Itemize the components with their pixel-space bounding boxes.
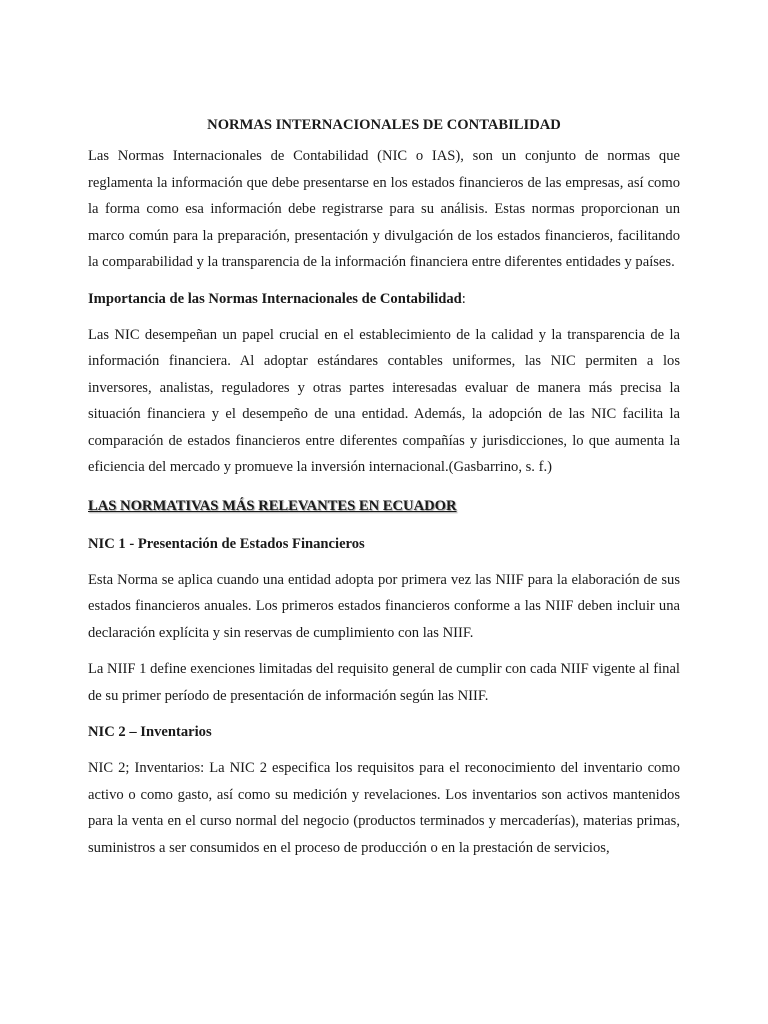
nic1-paragraph-2: La NIIF 1 define exenciones limitadas del requisito general de cumplir con cada NIIF vigente al final de su primer período de presentación de información según las NIIF.: [88, 661, 680, 704]
nic1-paragraph-1: Esta Norma se aplica cuando una entidad adopta por primera vez las NIIF para la elaboración de sus estados financieros anuales. Los primeros estados financieros conforme a las NIIF deben incluir una declaración explícita y sin reservas de cumplimiento con las NIIF.: [88, 571, 680, 641]
nic2-paragraph-1: NIC 2; Inventarios: La NIC 2 especifica los requisitos para el reconocimiento del inventario como activo o como gasto, así como su medición y revelaciones. Los inventarios son activos mantenidos para la venta en el curso normal del negocio (productos terminados y mercaderías), materias primas, suministros a ser consumidos en el proceso de producción o en la prestación de servicios,: [88, 760, 680, 856]
nic1-heading: NIC 1 - Presentación de Estados Financieros: [88, 535, 365, 552]
importance-paragraph: Las NIC desempeñan un papel crucial en el establecimiento de la calidad y la transparencia de la información financiera. Al adoptar estándares contables uniformes, las NIC permiten a los inversores, analistas, reguladores y otras partes interesadas evaluar de manera más precisa la situación financiera y el desempeño de una entidad. Además, la adopción de las NIC facilita la comparación de estados financieros entre diferentes compañías y jurisdicciones, lo que aumenta la eficiencia del mercado y promueve la inversión internacional.(Gasbarrino, s. f.): [88, 326, 680, 475]
document-page: [88, 112, 680, 861]
document-title: NORMAS INTERNACIONALES DE CONTABILIDAD: [207, 117, 561, 133]
section-heading: LAS NORMATIVAS MÁS RELEVANTES EN ECUADOR: [88, 497, 457, 514]
importance-heading-colon: :: [461, 290, 466, 307]
importance-heading: [88, 286, 680, 312]
nic2-heading: NIC 2 – Inventarios: [88, 724, 212, 740]
intro-paragraph: Las Normas Internacionales de Contabilidad (NIC o IAS), son un conjunto de normas que reglamenta la información que debe presentarse en los estados financieros de las empresas, así como la forma como esa información debe registrarse para su análisis. Estas normas proporcionan un marco común para la preparación, presentación y divulgación de los estados financieros, facilitando la comparabilidad y la transparencia de la información financiera entre diferentes entidades y países.: [88, 148, 680, 270]
importance-heading-text: Importancia de las Normas Internacionales de Contabilidad: [88, 290, 462, 307]
